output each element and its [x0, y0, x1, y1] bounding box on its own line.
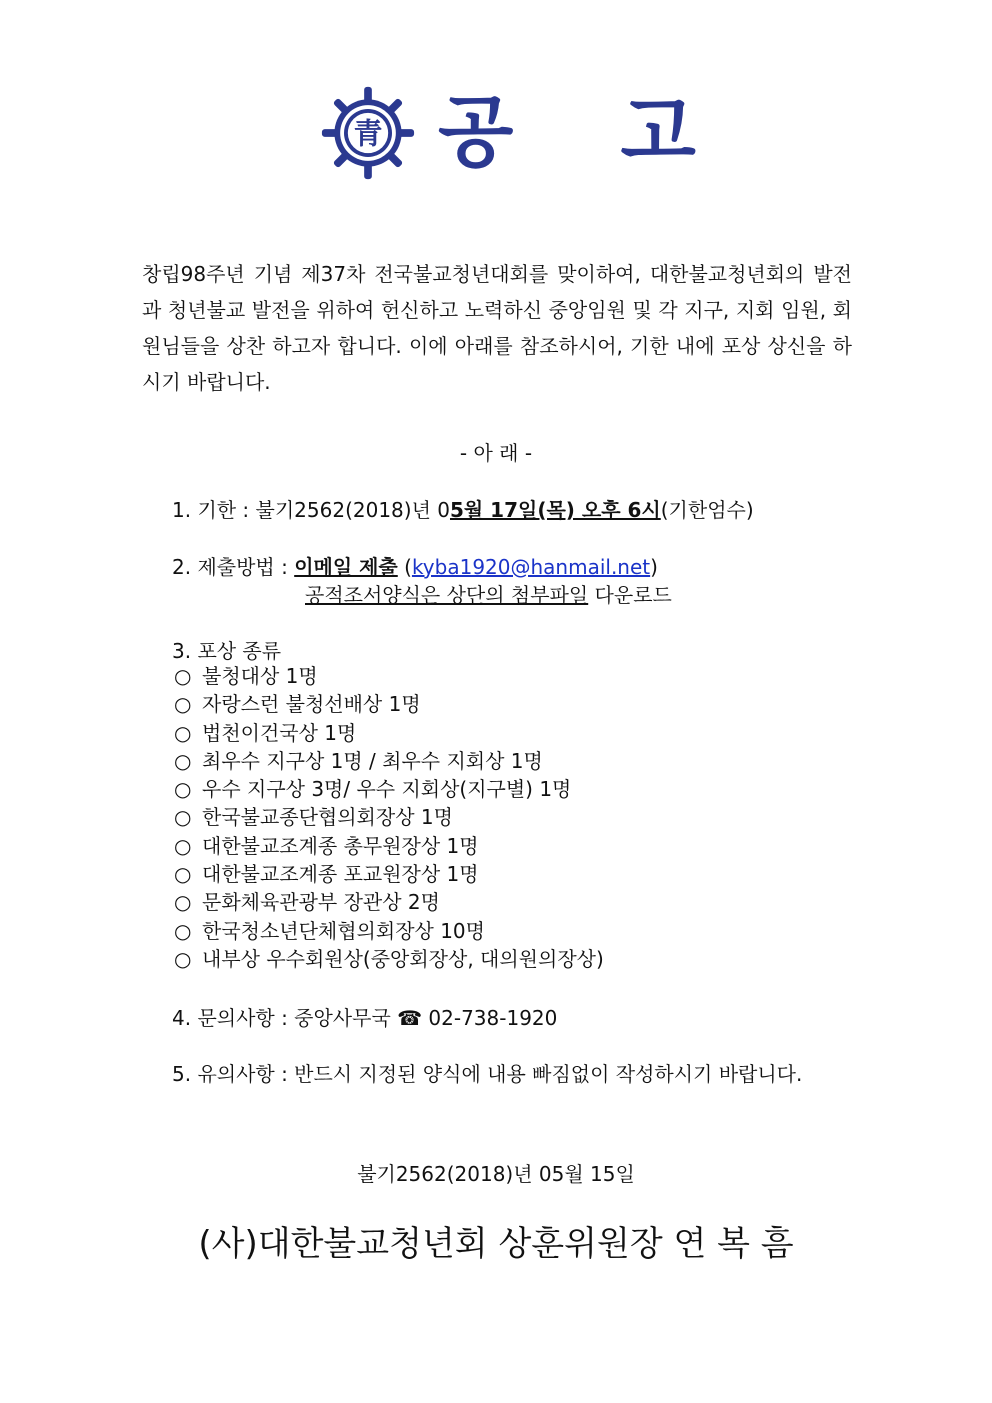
list-item — [174, 775, 604, 803]
form-download-note — [305, 579, 672, 608]
award-name: 우수 지구상 3명/ 우수 지회상(지구별) 1명 — [202, 777, 572, 802]
award-list — [174, 662, 604, 973]
issue-date: 불기2562(2018)년 05월 15일 — [357, 1162, 635, 1186]
award-name: 내부상 우수회원상(중앙회장상, 대의원의장상) — [202, 946, 604, 971]
list-item — [174, 860, 604, 888]
list-item — [174, 832, 604, 860]
bullet-icon: ○ — [174, 918, 192, 943]
deadline-value: 5월 17일(목) 오후 6시 — [449, 498, 661, 522]
list-item — [174, 945, 604, 973]
notice-heading: - 아 래 - — [459, 441, 533, 465]
page-title: 공 고 — [438, 88, 736, 178]
award-name: 문화체육관광부 장관상 2명 — [202, 890, 440, 915]
header — [320, 88, 736, 178]
phone-number: 02-738-1920 — [422, 1006, 558, 1030]
item-submission — [172, 551, 658, 580]
deadline-label: 1. 기한 : 불기2562(2018)년 0 — [172, 498, 450, 522]
award-name: 한국청소년단체협의회장상 10명 — [202, 918, 485, 943]
award-name: 대한불교조계종 총무원장상 1명 — [202, 833, 479, 858]
bullet-icon: ○ — [174, 720, 192, 745]
bullet-icon: ○ — [174, 748, 192, 773]
logo-character: 青 — [353, 116, 383, 151]
award-name: 자랑스런 불청선배상 1명 — [202, 692, 421, 717]
bullet-icon: ○ — [174, 862, 192, 887]
list-item — [174, 662, 604, 690]
submission-label: 2. 제출방법 : — [172, 555, 295, 579]
email-paren-close: ) — [650, 555, 658, 579]
list-item — [174, 747, 604, 775]
award-name: 불청대상 1명 — [202, 664, 318, 688]
award-name: 한국불교종단협의회장상 1명 — [202, 805, 453, 830]
deadline-suffix: (기한엄수) — [660, 498, 754, 522]
form-note-rest: 다운로드 — [588, 583, 672, 607]
list-item — [174, 917, 604, 945]
bullet-icon: ○ — [174, 805, 192, 830]
item-deadline — [172, 494, 754, 523]
list-item — [174, 690, 604, 718]
item-inquiry — [172, 1002, 557, 1031]
bullet-icon: ○ — [174, 946, 192, 971]
list-item — [174, 803, 604, 831]
award-name: 대한불교조계종 포교원장상 1명 — [202, 862, 479, 887]
award-name: 최우수 지구상 1명 / 최우수 지회상 1명 — [202, 748, 543, 773]
list-item — [174, 719, 604, 747]
submission-method: 이메일 제출 — [294, 555, 398, 579]
item-award-types: 3. 포상 종류 — [172, 639, 282, 663]
inquiry-label: 4. 문의사항 : 중앙사무국 — [172, 1006, 398, 1030]
intro-paragraph: 창립98주년 기념 제37차 전국불교청년대회를 맞이하여, 대한불교청년회의 발전과 청년불교 발전을 위하여 헌신하고 노력하신 중앙임원 및 각 지구, 지회 임원, 회원님들을 상찬 하고자 합니다. 이에 아래를 참조하시어, 기한 내에 포상 상신을 하시기 바랍니다. — [142, 262, 852, 394]
bullet-icon: ○ — [174, 890, 192, 915]
item-caution: 5. 유의사항 : 반드시 지정된 양식에 내용 빠짐없이 작성하시기 바랍니다. — [172, 1062, 803, 1086]
bullet-icon: ○ — [174, 692, 192, 717]
bullet-icon: ○ — [174, 833, 192, 858]
phone-icon: ☎ — [397, 1006, 423, 1030]
list-item — [174, 888, 604, 916]
form-note-underlined: 공적조서양식은 상단의 첨부파일 — [305, 583, 589, 607]
award-name: 법천이건국상 1명 — [202, 720, 357, 745]
bullet-icon: ○ — [174, 777, 192, 802]
signature: (사)대한불교청년회 상훈위원장 연 복 흠 — [198, 1224, 794, 1264]
wheel-logo-icon — [320, 85, 416, 181]
email-link[interactable]: kyba1920@hanmail.net — [411, 555, 651, 579]
email-paren-open: ( — [397, 555, 412, 579]
bullet-icon: ○ — [174, 664, 192, 688]
